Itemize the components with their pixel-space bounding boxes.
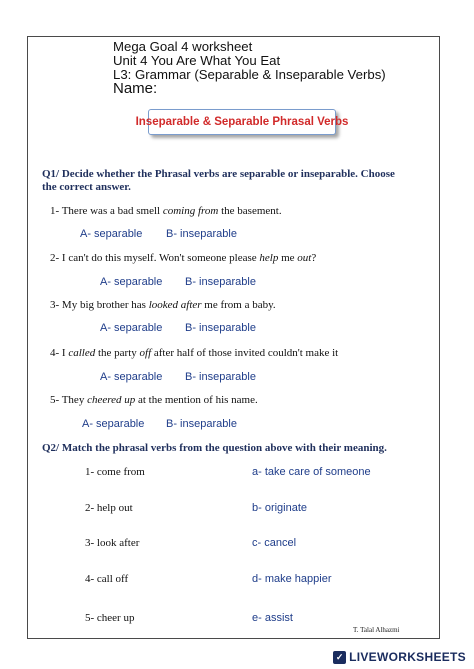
q2-meaning-b[interactable]: b- originate (252, 502, 308, 514)
q1-item-5-option-b[interactable]: B- inseparable (166, 418, 237, 430)
q1-item-4: 4- I called the party off after half of those invited couldn't make it (50, 347, 339, 359)
worksheet-header (113, 40, 386, 82)
q1-prompt: Q1/ Decide whether the Phrasal verbs are separable or inseparable. Choose the correct answer. (42, 168, 395, 193)
q1-item-3-option-b[interactable]: B- inseparable (185, 322, 256, 334)
q2-verb-2: 2- help out (85, 502, 133, 514)
q1-item-3: 3- My big brother has looked after me from a baby. (50, 299, 276, 311)
q1-item-4-option-b[interactable]: B- inseparable (185, 371, 256, 383)
q1-item-2: 2- I can't do this myself. Won't someone please help me out? (50, 252, 317, 264)
q1-item-1: 1- There was a bad smell coming from the basement. (50, 205, 282, 217)
title-banner: Inseparable & Separable Phrasal Verbs (148, 109, 336, 135)
liveworksheets-footer (333, 650, 466, 664)
header-line-2: Unit 4 You Are What You Eat (113, 53, 281, 68)
q2-meaning-c[interactable]: c- cancel (252, 537, 297, 549)
q2-verb-1: 1- come from (85, 466, 145, 478)
q1-item-1-option-a[interactable]: A- separable (80, 228, 143, 240)
q2-verb-4: 4- call off (85, 573, 129, 585)
q1-item-4-option-a[interactable]: A- separable (100, 371, 163, 383)
q2-verb-5: 5- cheer up (85, 612, 135, 624)
q2-meaning-d[interactable]: d- make happier (252, 573, 332, 585)
q1-item-2-option-a[interactable]: A- separable (100, 276, 163, 288)
liveworksheets-brand: LIVEWORKSHEETS (349, 650, 466, 664)
liveworksheets-logo-icon: ✓ (333, 651, 346, 664)
author-credit: T. Talal Alhazmi (353, 626, 400, 634)
q1-item-2-option-b[interactable]: B- inseparable (185, 276, 256, 288)
q2-prompt: Q2/ Match the phrasal verbs from the question above with their meaning. (42, 442, 387, 454)
header-line-1: Mega Goal 4 worksheet (113, 39, 253, 54)
q1-item-3-option-a[interactable]: A- separable (100, 322, 163, 334)
q2-verb-3: 3- look after (85, 537, 140, 549)
q1-item-5: 5- They cheered up at the mention of his name. (50, 394, 258, 406)
header-line-3: L3: Grammar (Separable & Inseparable Verbs) (113, 67, 386, 82)
q1-item-1-option-b[interactable]: B- inseparable (166, 228, 237, 240)
name-label: Name: (113, 80, 158, 97)
q1-item-5-option-a[interactable]: A- separable (82, 418, 145, 430)
q2-meaning-a[interactable]: a- take care of someone (252, 466, 371, 478)
q2-meaning-e[interactable]: e- assist (252, 612, 293, 624)
